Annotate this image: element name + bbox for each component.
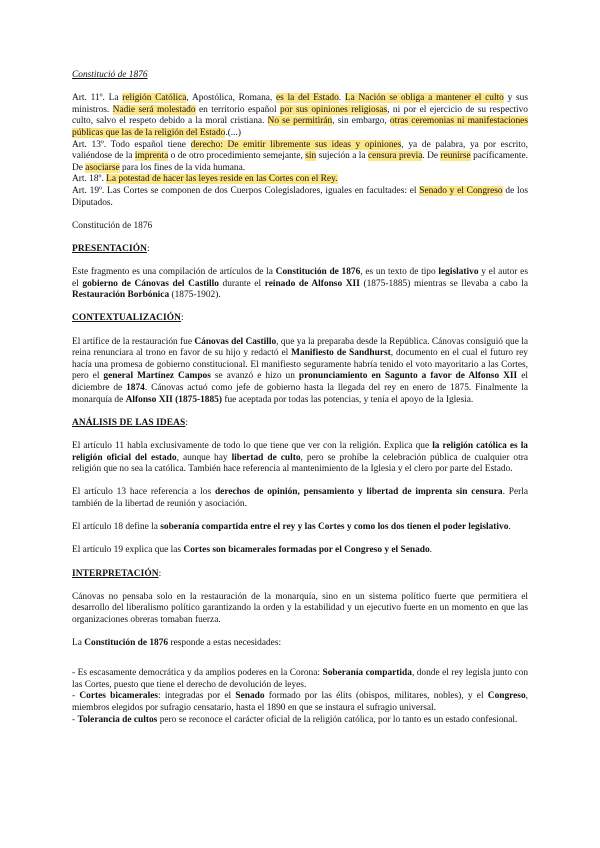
- highlighted-text: Senado y el Congreso: [419, 185, 503, 196]
- text-run: El artículo 18 define la: [72, 522, 161, 533]
- section-paragraph: [72, 545, 528, 557]
- bullet-item: [72, 691, 528, 714]
- text-run: el diciembre de: [72, 371, 528, 394]
- section-heading: [72, 569, 528, 581]
- section-paragraph: [72, 638, 528, 650]
- text-run: Este fragmento es una compilación de artículos de la: [72, 267, 276, 278]
- bullet-item: [72, 668, 528, 691]
- bold-text: Cortes son bicamerales formadas por el Congreso y el Senado: [183, 545, 430, 556]
- bullets-list: [72, 668, 528, 726]
- bold-text: gobierno de Cánovas del Castillo: [82, 278, 219, 289]
- text-run: . Cánovas actuó como jefe de gobierno hasta la llegada del rey en enero de 1875. Finalmente la monarquía de: [72, 383, 528, 405]
- heading-colon: :: [158, 568, 162, 579]
- highlighted-text: es la del Estado: [276, 93, 339, 104]
- bold-text: Cortes bicamerales: [79, 691, 159, 702]
- text-run: , ya de palabra, ya por escrito, valiéndose de la: [72, 139, 528, 162]
- text-run: : integradas por el: [158, 691, 236, 702]
- highlighted-text: reunirse: [440, 151, 471, 162]
- highlighted-text: censura previa: [367, 151, 423, 162]
- highlighted-text: sin: [305, 151, 317, 162]
- article-paragraph: [72, 174, 528, 186]
- text-run: Art. 19º. Las Cortes se componen de dos Cuerpos Colegisladores, iguales en facultades: el: [72, 185, 420, 196]
- article-paragraph: [72, 140, 528, 175]
- text-run: Art. 11º. La: [72, 93, 123, 104]
- bold-text: reinado de Alfonso XII: [264, 278, 360, 289]
- bold-text: Restauración Borbónica: [72, 290, 170, 301]
- bold-text: Alfonso XII (1875-1885): [125, 394, 222, 405]
- text-run: .: [338, 93, 345, 104]
- highlighted-text: La potestad de hacer las leyes reside en las Cortes con el Rey.: [106, 174, 338, 185]
- section-paragraph: [72, 267, 528, 302]
- highlighted-text: La Nación se obliga a mantener el culto: [344, 93, 504, 104]
- text-run: , miembros elegidos por sufragio censatario, hasta el 1890 en que se instaura el sufragio universal.: [72, 691, 528, 714]
- highlighted-text: Nadie será molestado: [112, 104, 196, 115]
- bold-text: Constitución de 1876: [275, 267, 361, 278]
- text-run: y sus ministros.: [72, 93, 529, 115]
- highlighted-text: No se permitirán: [267, 116, 333, 127]
- text-run: en territorio español: [195, 104, 281, 115]
- text-run: pero se reconoce el carácter oficial de la religión católica, por lo tanto es un estado confesional.: [157, 714, 518, 725]
- text-run: (1875-1902).: [169, 290, 221, 301]
- text-run: La: [72, 638, 85, 649]
- text-run: fue aceptada por todas las potencias, y tenía el apoyo de la Iglesia.: [222, 394, 474, 405]
- text-run: .: [508, 522, 511, 533]
- highlighted-text: otras ceremonias ni manifestaciones públicas que las de la religión del Estado: [72, 116, 528, 138]
- bold-text: 1874: [126, 383, 145, 394]
- bold-text: derechos de opinión, pensamiento y libertad de imprenta sin censura: [214, 487, 503, 498]
- text-run: Art. 13º. Todo español tiene: [72, 139, 191, 150]
- text-run: , aunque hay: [176, 452, 232, 463]
- section-paragraph: [72, 487, 528, 510]
- text-run: El artículo 19 explica que las: [72, 545, 184, 556]
- bold-text: Constitución de 1876: [84, 638, 169, 649]
- section-heading: [72, 418, 528, 430]
- text-run: , Apostólica, Romana,: [186, 93, 277, 104]
- highlighted-text: asociarse: [85, 162, 120, 173]
- section-paragraph: [72, 441, 528, 476]
- section-heading-text: PRESENTACIÓN: [72, 243, 147, 254]
- articles-block: [72, 93, 528, 209]
- text-run: , ni por el ejercicio de su respectivo culto, salvo el respeto debido a la moral cristiana.: [72, 104, 528, 127]
- text-run: durante el: [218, 278, 265, 289]
- bold-text: Tolerancia de cultos: [77, 714, 158, 725]
- text-run: de los Diputados.: [72, 185, 528, 208]
- bold-text: Congreso: [487, 691, 526, 702]
- bold-text: general Martínez Campos: [103, 371, 211, 382]
- bold-text: Senado: [235, 691, 265, 702]
- text-run: El artículo 13 hace referencia a los: [72, 487, 215, 498]
- text-run: . De: [422, 151, 441, 162]
- section-paragraph: [72, 337, 528, 407]
- heading-colon: :: [147, 243, 150, 254]
- text-run: .: [429, 545, 433, 556]
- heading-colon: :: [185, 417, 189, 428]
- section-heading-text: ANÁLISIS DE LAS IDEAS: [72, 417, 186, 428]
- text-run: pacíficamente. De: [72, 151, 528, 173]
- article-paragraph: [72, 93, 528, 139]
- text-run: se avanzó e hizo un: [210, 371, 299, 382]
- section-heading-text: CONTEXTUALIZACIÓN: [72, 313, 182, 324]
- text-run: Cánovas no pensaba solo en la restauración de la monarquía, sino en un sistema político fuerte que permitiera el desarrollo del liberalismo político garantizando la orden y la estabilidad y un ejecutivo fuerte en un momento en que las organizaciones obreras tomaban fuerza.: [72, 591, 528, 625]
- section-heading: [72, 313, 528, 325]
- section-heading: [72, 244, 528, 256]
- bold-text: soberanía compartida entre el rey y las Cortes y como los dos tienen el poder legislativo: [160, 522, 509, 533]
- text-run: El artífice de la restauración fue: [72, 336, 195, 347]
- highlighted-text: religión Católica: [122, 93, 187, 104]
- text-run: . Perla también de la libertad de reunión y asociación.: [72, 487, 529, 509]
- bold-text: Cánovas del Castillo: [194, 336, 277, 347]
- text-run: o de otro procedimiento semejante,: [168, 151, 306, 162]
- document-title: Constitució de 1876: [72, 70, 148, 80]
- bold-text: Soberanía compartida: [322, 668, 412, 679]
- text-run: , que ya la preparaba desde la República. Cánovas consiguió que la reina renunciara al trono en favor de su hijo y redactó el: [72, 336, 528, 359]
- sections: [72, 244, 528, 661]
- section-heading-text: INTERPRETACIÓN: [72, 568, 159, 579]
- bold-text: legislativo: [438, 267, 479, 278]
- text-run: , sin embargo,: [332, 116, 390, 127]
- highlighted-text: derecho: De emitir libremente sus ideas y opiniones: [190, 139, 402, 150]
- text-run: - Es escasamente democrática y da amplios poderes en la Corona:: [72, 668, 323, 679]
- text-run: , donde el rey legisla junto con las Cortes, puesto que tiene el derecho de devolución de leyes.: [72, 668, 529, 690]
- bold-text: libertad de culto: [231, 452, 301, 463]
- text-run: formado por las élits (obispos, militares, nobles), y el: [264, 691, 488, 702]
- text-run: , documento en el cual el futuro rey hacía una promesa de gobierno constitucional. El manifiesto seguramente habría tenido el voto mayoritario a las Cortes, pero el: [72, 348, 528, 382]
- text-run: , pero se prohíbe la celebración pública de cualquier otra religión que no sea la católica. También hace referencia al mantenimiento de la Iglesia y el clero por parte del Estado.: [72, 452, 528, 475]
- source-line: Constitución de 1876: [72, 220, 153, 231]
- text-run: para los fines de la vida humana.: [119, 162, 246, 173]
- text-run: -: [72, 691, 80, 702]
- text-run: sujeción a la: [316, 151, 368, 162]
- highlighted-text: por sus opiniones religiosas: [280, 104, 388, 115]
- text-run: -: [72, 714, 78, 725]
- heading-colon: :: [181, 313, 184, 324]
- bullet-item: [72, 715, 528, 727]
- text-run: El artículo 11 habla exclusivamente de todo lo que tiene que ver con la religión. Explica que: [72, 441, 433, 451]
- bold-text: pronunciamiento en Sagunto a favor de Alfonso XII: [298, 371, 518, 382]
- section-paragraph: [72, 522, 528, 534]
- text-run: , es un texto de tipo: [360, 267, 439, 278]
- section-paragraph: [72, 592, 528, 627]
- text-run: (1875-1885) mientras se llevaba a cabo la: [359, 278, 529, 289]
- bold-text: Manifiesto de Sandhurst: [291, 348, 391, 359]
- text-run: y el autor es el: [72, 267, 528, 289]
- text-run: responde a estas necesidades:: [168, 638, 282, 649]
- bold-text: la religión católica es la religión oficial del estado: [72, 441, 528, 463]
- text-run: Art. 18º.: [72, 174, 107, 185]
- article-paragraph: [72, 186, 528, 209]
- text-run: .(...): [225, 127, 241, 138]
- highlighted-text: imprenta: [134, 151, 169, 162]
